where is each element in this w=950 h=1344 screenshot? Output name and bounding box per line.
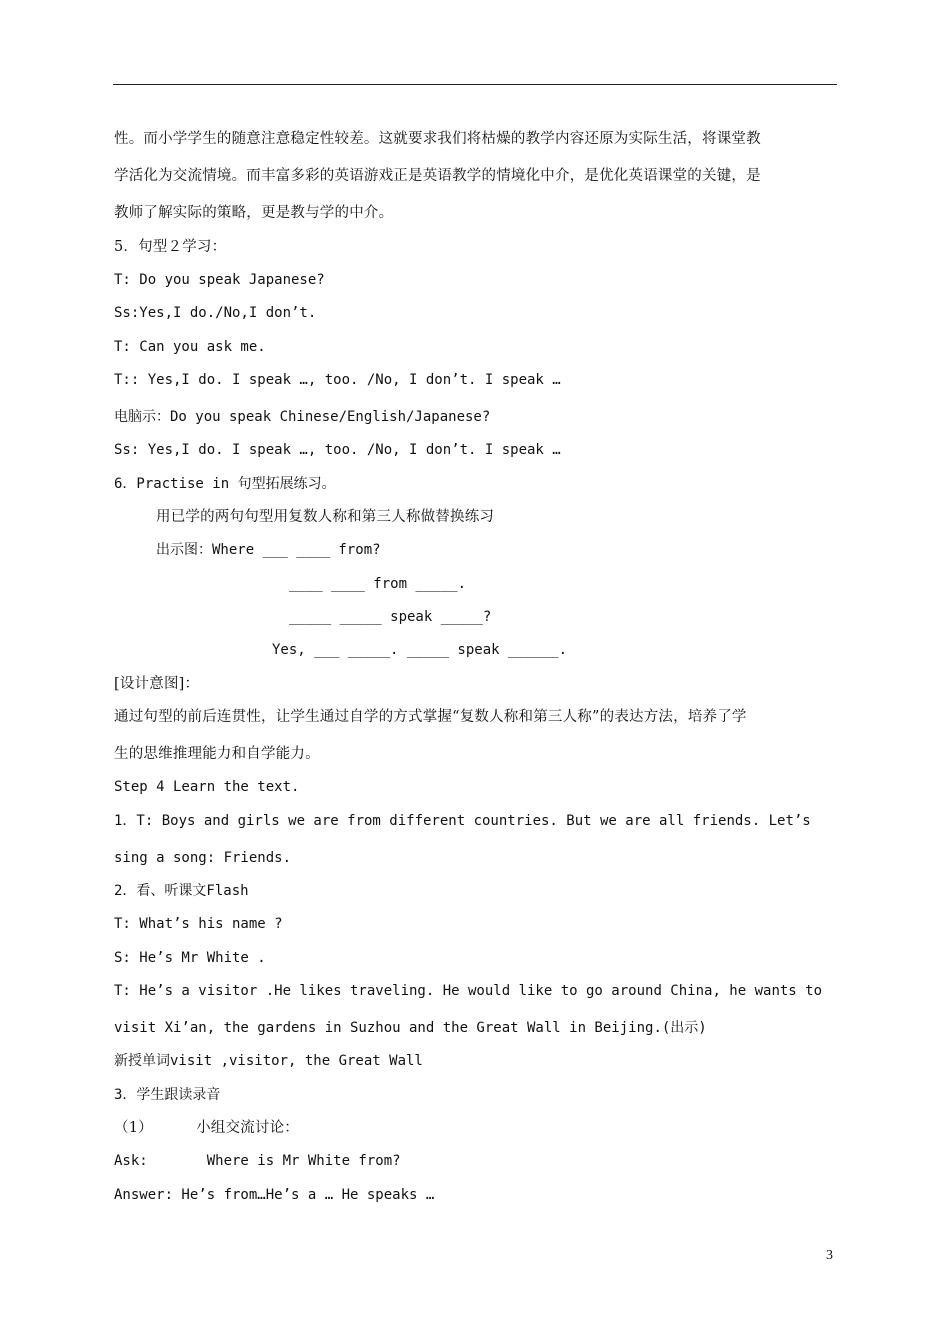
dialogue-line: T: What’s his name ? <box>114 916 283 932</box>
exercise-line: 出示图：Where ___ ____ from? <box>156 542 381 558</box>
dialogue-line: T: Can you ask me. <box>114 339 266 355</box>
instruction-line: 用已学的两句句型用复数人称和第三人称做替换练习 <box>156 509 495 525</box>
paragraph-line: 生的思维推理能力和自学能力。 <box>114 746 320 762</box>
paragraph-line: 性。而小学学生的随意注意稳定性较差。这就要求我们将枯燥的教学内容还原为实际生活，将课堂教 <box>114 131 761 147</box>
dialogue-line: visit Xi’an, the gardens in Suzhou and the Great Wall in Beijing.(出示) <box>114 1020 707 1036</box>
section-heading: 6．Practise in 句型拓展练习。 <box>114 476 336 492</box>
section-heading: 3．学生跟读录音 <box>114 1087 221 1103</box>
paragraph-line: 教师了解实际的策略，更是教与学的中介。 <box>114 205 394 221</box>
exercise-line: _____ _____ speak _____? <box>289 609 492 625</box>
dialogue-line: Answer: He’s from…He’s a … He speaks … <box>114 1187 435 1203</box>
step-heading: Step 4 Learn the text. <box>114 779 300 795</box>
dialogue-line: sing a song: Friends. <box>114 850 292 866</box>
page-number: 3 <box>826 1248 833 1263</box>
exercise-line: ____ ____ from _____. <box>289 576 467 592</box>
header-rule <box>113 84 837 85</box>
paragraph-line: 学活化为交流情境。而丰富多彩的英语游戏正是英语教学的情境化中介，是优化英语课堂的关键，是 <box>114 168 761 184</box>
design-intent-heading: [设计意图]： <box>114 676 200 692</box>
dialogue-line: S: He’s Mr White . <box>114 950 266 966</box>
section-heading: 2．看、听课文Flash <box>114 883 249 899</box>
dialogue-line: Ss: Yes,I do. I speak …, too. /No, I don’t. I speak … <box>114 442 561 458</box>
dialogue-line: T:: Yes,I do. I speak …, too. /No, I don’t. I speak … <box>114 372 561 388</box>
dialogue-line: 1．T: Boys and girls we are from different countries. But we are all friends. Let’s <box>114 813 811 829</box>
dialogue-line: T: He’s a visitor .He likes traveling. He would like to go around China, he wants to <box>114 983 823 999</box>
vocabulary-line: 新授单词visit ,visitor, the Great Wall <box>114 1053 423 1069</box>
exercise-line: Yes, ___ _____. _____ speak ______. <box>272 642 568 658</box>
section-heading: 5．句型２学习： <box>114 239 227 255</box>
dialogue-line: T: Do you speak Japanese? <box>114 272 325 288</box>
sub-item-heading: （1） 小组交流讨论： <box>114 1120 300 1136</box>
dialogue-line: 电脑示：Do you speak Chinese/English/Japanese? <box>114 409 491 425</box>
dialogue-line: Ask: Where is Mr White from? <box>114 1153 401 1169</box>
dialogue-line: Ss:Yes,I do./No,I don’t. <box>114 305 317 321</box>
paragraph-line: 通过句型的前后连贯性，让学生通过自学的方式掌握“复数人称和第三人称”的表达方法，培养了学 <box>114 709 747 725</box>
